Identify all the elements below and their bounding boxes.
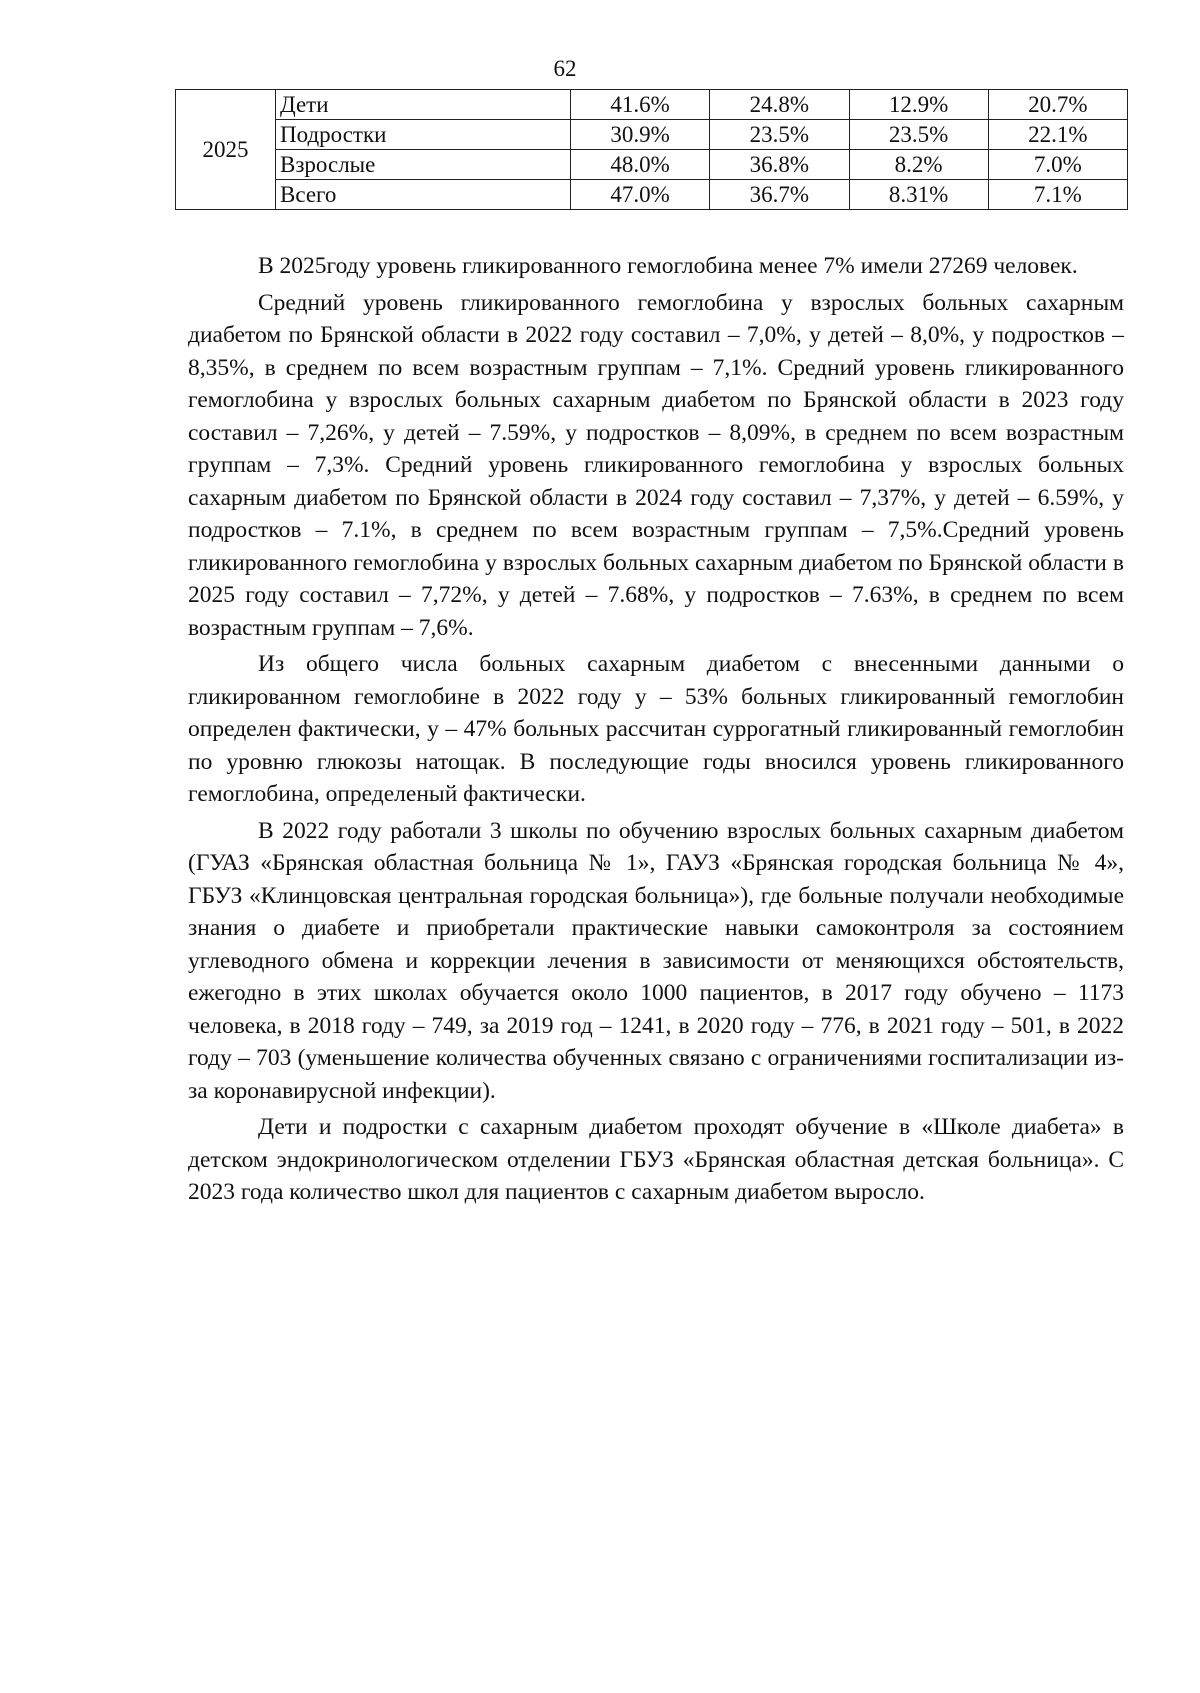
table-row (176, 90, 1128, 120)
group-cell: Взрослые (276, 150, 571, 180)
group-cell: Всего (276, 180, 571, 210)
value-cell: 30.9% (571, 120, 710, 150)
body-text (188, 250, 1124, 1213)
paragraph: В 2022 году работали 3 школы по обучению взрослых больных сахарным диабетом (ГУАЗ «Брянская областная больница № 1», ГАУЗ «Брянская городская больница № 4», ГБУЗ «Клинцовская центральная городская больница»), где больные получали необходимые знания о диабете и приобретали практические навыки самоконтроля за состоянием углеводного обмена и коррекции лечения в зависимости от меняющихся обстоятельств, ежегодно в этих школах обучается около 1000 пациентов, в 2017 году обучено – 1173 человека, в 2018 году – 749, за 2019 год – 1241, в 2020 году – 776, в 2021 году – 501, в 2022 году – 703 (уменьшение количества обученных связано с ограничениями госпитализации из-за коронавирусной инфекции). (188, 817, 1124, 1104)
value-cell: 47.0% (571, 180, 710, 210)
group-cell: Дети (276, 90, 571, 120)
table-row (176, 150, 1128, 180)
value-cell: 22.1% (988, 120, 1127, 150)
paragraph: Из общего числа больных сахарным диабетом с внесенными данными о гликированном гемоглобине в 2022 году у – 53% больных гликированный гемоглобин определен фактически, у – 47% больных рассчитан суррогатный гликированный гемоглобин по уровню глюкозы натощак. В последующие годы вносился уровень гликированного гемоглобина, определеный фактически. (188, 651, 1124, 807)
value-cell: 12.9% (849, 90, 988, 120)
paragraph: В 2025году уровень гликированного гемоглобина менее 7% имели 27269 человек. (258, 253, 1078, 279)
value-cell: 23.5% (849, 120, 988, 150)
group-cell: Подростки (276, 120, 571, 150)
value-cell: 8.2% (849, 150, 988, 180)
year-cell: 2025 (176, 90, 276, 210)
paragraph: Средний уровень гликированного гемоглобина у взрослых больных сахарным диабетом по Брянской области в 2022 году составил – 7,0%, у детей – 8,0%, у подростков – 8,35%, в среднем по всем возрастным группам – 7,1%. Средний уровень гликированного гемоглобина у взрослых больных сахарным диабетом по Брянской области в 2023 году составил – 7,26%, у детей – 7.59%, у подростков – 8,09%, в среднем по всем возрастным группам – 7,3%. Средний уровень гликированного гемоглобина у взрослых больных сахарным диабетом по Брянской области в 2024 году составил – 7,37%, у детей – 6.59%, у подростков – 7.1%, в среднем по всем возрастным группам – 7,5%.Средний уровень гликированного гемоглобина у взрослых больных сахарным диабетом по Брянской области в 2025 году составил – 7,72%, у детей – 7.68%, у подростков – 7.63%, в среднем по всем возрастным группам – 7,6%. (188, 289, 1124, 641)
paragraph: Дети и подростки с сахарным диабетом проходят обучение в «Школе диабета» в детском эндокринологическом отделении ГБУЗ «Брянская областная детская больница». С 2023 года количество школ для пациентов с сахарным диабетом выросло. (188, 1114, 1124, 1205)
glycated-hemoglobin-table (175, 89, 1128, 210)
value-cell: 7.0% (988, 150, 1127, 180)
value-cell: 7.1% (988, 180, 1127, 210)
value-cell: 23.5% (710, 120, 849, 150)
value-cell: 48.0% (571, 150, 710, 180)
value-cell: 41.6% (571, 90, 710, 120)
value-cell: 8.31% (849, 180, 988, 210)
value-cell: 24.8% (710, 90, 849, 120)
table-row (176, 180, 1128, 210)
value-cell: 36.8% (710, 150, 849, 180)
value-cell: 36.7% (710, 180, 849, 210)
value-cell: 20.7% (988, 90, 1127, 120)
page-number: 62 (553, 56, 577, 81)
table-row (176, 120, 1128, 150)
